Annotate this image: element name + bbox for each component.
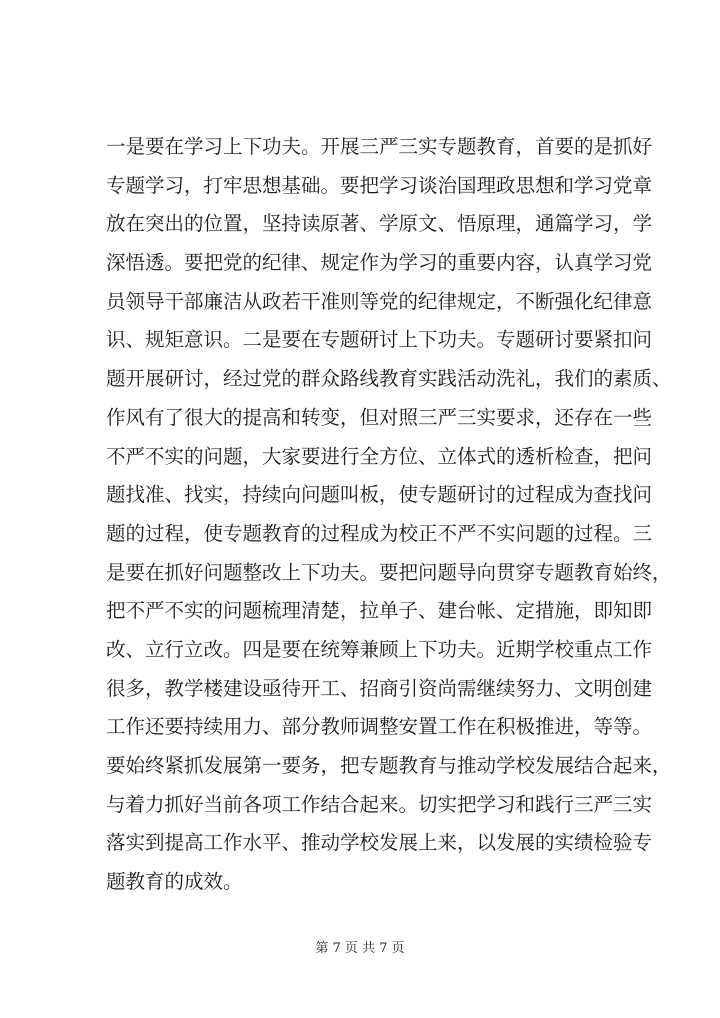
text-line: 把不严不实的问题梳理清楚，拉单子、建台帐、定措施，即知即 xyxy=(106,599,653,623)
text-line: 落实到提高工作水平、推动学校发展上来，以发展的实绩检验专 xyxy=(106,831,653,855)
text-line: 不严不实的问题，大家要进行全方位、立体式的透析检查，把问 xyxy=(106,444,653,468)
text-line: 工作还要持续用力、部分教师调整安置工作在积极推进，等等。 xyxy=(106,715,653,739)
text-line: 一是要在学习上下功夫。开展三严三实专题教育，首要的是抓好 xyxy=(106,135,653,158)
text-line: 很多，教学楼建设亟待开工、招商引资尚需继续努力、文明创建 xyxy=(106,676,653,700)
text-line: 要始终紧抓发展第一要务，把专题教育与推动学校发展结合起来， xyxy=(106,754,672,777)
text-line: 与着力抓好当前各项工作结合起来。切实把学习和践行三严三实 xyxy=(106,792,653,816)
text-line: 专题学习，打牢思想基础。要把学习谈治国理政思想和学习党章 xyxy=(106,173,653,197)
text-line: 题开展研讨，经过党的群众路线教育实践活动洗礼，我们的素质、 xyxy=(106,367,672,391)
text-line: 是要在抓好问题整改上下功夫。要把问题导向贯穿专题教育始终， xyxy=(106,560,672,584)
text-line: 题教育的成效。 xyxy=(106,870,243,894)
text-line: 题的过程，使专题教育的过程成为校正不严不实问题的过程。三 xyxy=(106,521,653,545)
body-paragraph xyxy=(106,128,672,902)
text-line: 识、规矩意识。二是要在专题研讨上下功夫。专题研讨要紧扣问 xyxy=(106,328,653,352)
page-number-footer: 第 7 页 共 7 页 xyxy=(315,941,405,956)
text-line: 作风有了很大的提高和转变，但对照三严三实要求，还存在一些 xyxy=(106,405,653,429)
text-line: 放在突出的位置，坚持读原著、学原文、悟原理，通篇学习，学 xyxy=(106,212,653,236)
text-line: 题找准、找实，持续向问题叫板，使专题研讨的过程成为查找问 xyxy=(106,483,653,507)
text-line: 深悟透。要把党的纪律、规定作为学习的重要内容，认真学习党 xyxy=(106,251,653,275)
text-line: 改、立行立改。四是要在统筹兼顾上下功夫。近期学校重点工作 xyxy=(106,637,653,661)
text-line: 员领导干部廉洁从政若干准则等党的纪律规定，不断强化纪律意 xyxy=(106,289,653,313)
